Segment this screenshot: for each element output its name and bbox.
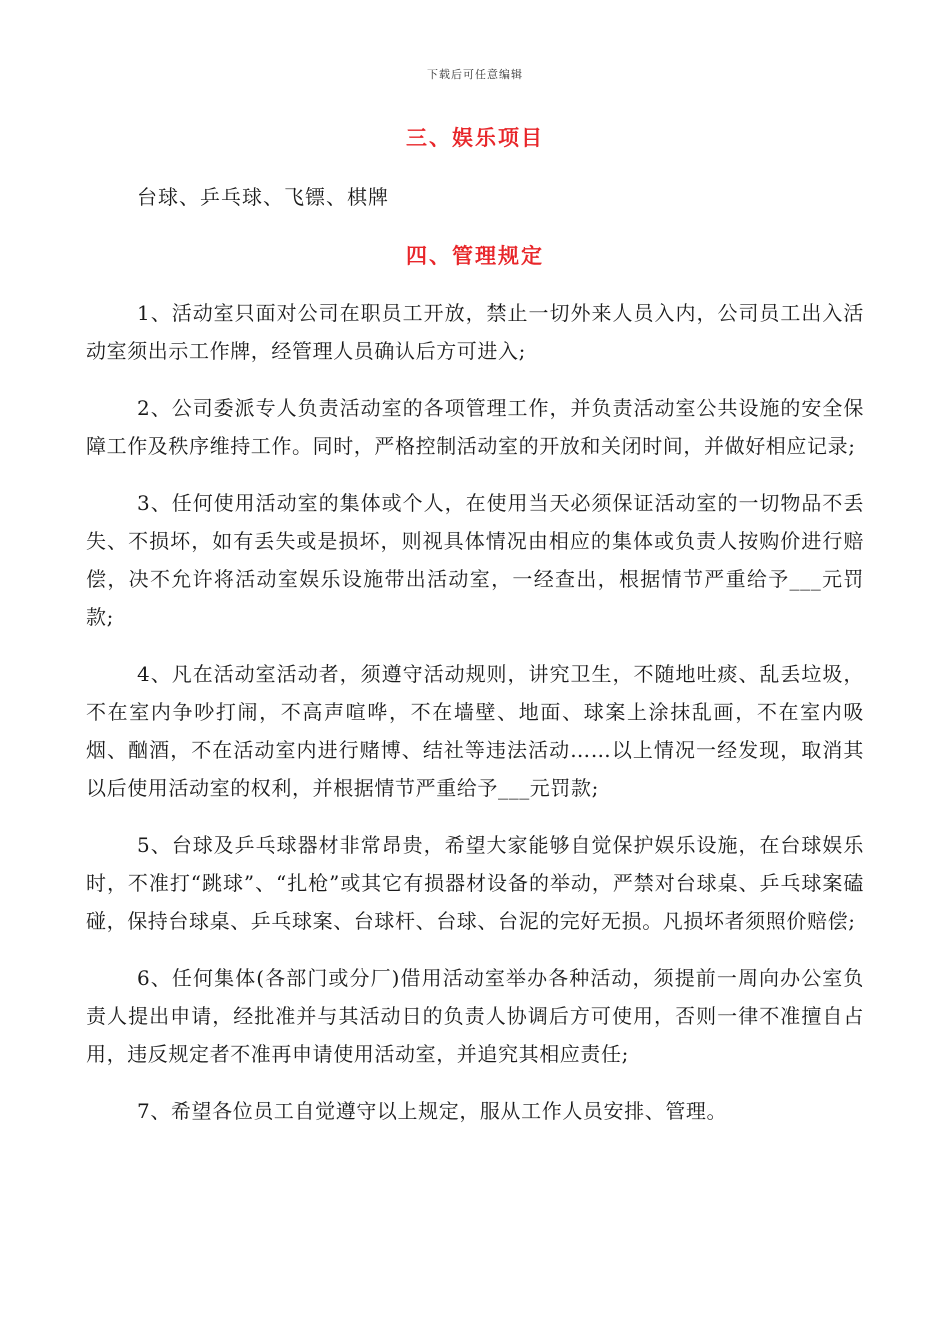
rule-paragraph-5: 5、台球及乒乓球器材非常昂贵，希望大家能够自觉保护娱乐设施，在台球娱乐时，不准打“跳球”、“扎枪”或其它有损器材设备的举动，严禁对台球桌、乒乓球案磕碰，保持台球桌、乒乓球案、台球杆、台球、台泥的完好无损。凡损坏者须照价赔偿; — [86, 833, 864, 933]
rule-paragraph-7: 7、希望各位员工自觉遵守以上规定，服从工作人员安排、管理。 — [137, 1099, 728, 1123]
entertainment-items: 台球、乒乓球、飞镖、棋牌 — [137, 185, 389, 209]
header-note: 下载后可任意编辑 — [427, 68, 523, 81]
section-title-entertainment: 三、娱乐项目 — [406, 126, 544, 150]
rule-paragraph-3: 3、任何使用活动室的集体或个人，在使用当天必须保证活动室的一切物品不丢失、不损坏，如有丢失或是损坏，则视具体情况由相应的集体或负责人按购价进行赔偿，决不允许将活动室娱乐设施带出活动室，一经查出，根据情节严重给予___元罚款; — [86, 491, 864, 629]
rules-list — [86, 294, 864, 1149]
section-title-rules: 四、管理规定 — [406, 244, 544, 268]
rule-paragraph-2: 2、公司委派专人负责活动室的各项管理工作，并负责活动室公共设施的安全保障工作及秩序维持工作。同时，严格控制活动室的开放和关闭时间，并做好相应记录; — [86, 396, 864, 458]
rule-paragraph-4: 4、凡在活动室活动者，须遵守活动规则，讲究卫生，不随地吐痰、乱丢垃圾，不在室内争吵打闹，不高声喧哗，不在墙壁、地面、球案上涂抹乱画，不在室内吸烟、酗酒，不在活动室内进行赌博、结社等违法活动……以上情况一经发现，取消其以后使用活动室的权利，并根据情节严重给予___元罚款; — [86, 662, 864, 800]
rule-paragraph-6: 6、任何集体(各部门或分厂)借用活动室举办各种活动，须提前一周向办公室负责人提出申请，经批准并与其活动日的负责人协调后方可使用，否则一律不准擅自占用，违反规定者不准再申请使用活动室，并追究其相应责任; — [86, 966, 864, 1066]
rule-paragraph-1: 1、活动室只面对公司在职员工开放，禁止一切外来人员入内，公司员工出入活动室须出示工作牌，经管理人员确认后方可进入; — [86, 301, 864, 363]
